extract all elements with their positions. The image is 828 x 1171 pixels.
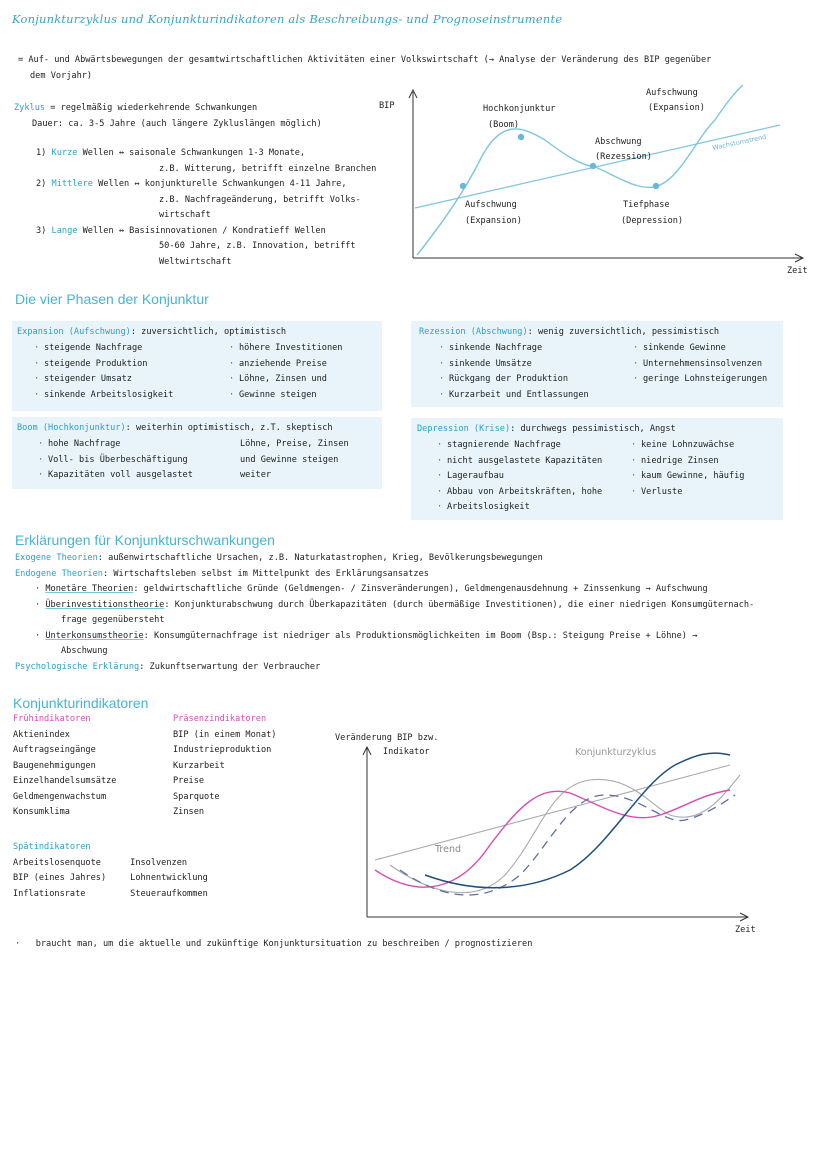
psych-text: : Zukunftserwartung der Verbraucher xyxy=(139,661,321,672)
theory-continuation: frage gegenübersteht xyxy=(61,615,165,625)
indicator-item: Inflationsrate xyxy=(13,888,86,899)
wave-item xyxy=(14,177,376,193)
expansion-header xyxy=(17,325,286,341)
indicator-item: Einzelhandelsumsätze xyxy=(13,776,117,786)
rezession-title: Rezession (Abschwung) xyxy=(419,327,528,337)
theory-continuation: Abschwung xyxy=(61,646,108,656)
praesenz-list xyxy=(173,728,276,821)
cycle-def-line xyxy=(14,101,376,117)
wave-detail: Weltwirtschaft xyxy=(159,256,232,267)
phase-item: · nicht ausgelastete Kapazitäten xyxy=(435,454,602,470)
phase-item: · Unternehmensinsolvenzen xyxy=(631,357,767,373)
box-boom xyxy=(12,417,382,489)
spaet-list-right xyxy=(130,856,208,903)
indicator-item: BIP (in einem Monat) xyxy=(173,729,277,740)
theory-item: · Überinvestitionstheorie: Konjunkturabschwung durch Überkapazitäten (durch übermäßige Investitionen), die einer niedrigen Konsumgüternach- xyxy=(35,599,755,610)
theory-title: Monetäre Theorien xyxy=(45,584,134,594)
theory-item: · Monetäre Theorien: geldwirtschaftliche Gründe (Geldmengen- / Zinsveränderungen), Geldmengenausdehnung + Zinssenkung → Aufschwung xyxy=(35,584,708,594)
wave-description: Wellen ↔ konjunkturelle Schwankungen 4-11 Jahre, xyxy=(98,179,347,189)
trend-line xyxy=(375,765,730,860)
theory-text: : geldwirtschaftliche Gründe (Geldmengen- / Zinsveränderungen), Geldmengenausdehnung + Zinssenkung → Aufschwung xyxy=(133,584,708,594)
label-rezession: (Rezession) xyxy=(595,152,652,162)
box-expansion xyxy=(12,321,382,411)
phases-heading: Die vier Phasen der Konjunktur xyxy=(15,291,209,307)
page-title: Konjunkturzyklus und Konjunkturindikatoren als Beschreibungs- und Prognoseinstrumente xyxy=(12,12,563,26)
phase-item: · steigender Umsatz xyxy=(32,372,173,388)
point-depression xyxy=(653,183,659,189)
wave-item xyxy=(14,146,376,162)
theory-item: · Unterkonsumstheorie: Konsumgüternachfrage ist niedriger als Produktionsmöglichkeiten im Boom (Bsp.: Steigung Preise + Löhne) → xyxy=(35,630,698,641)
exogen-line xyxy=(15,551,754,567)
wave-detail: wirtschaft xyxy=(159,210,211,220)
phase-item: · Verluste xyxy=(629,485,744,501)
phase-item: · Löhne, Zinsen und xyxy=(227,372,342,388)
rezession-header xyxy=(419,325,719,341)
depression-list-right xyxy=(629,438,744,500)
frueh-title: Frühindikatoren xyxy=(13,714,91,724)
indicator-item: Lohnentwicklung xyxy=(130,873,208,883)
wave-name: Kurze xyxy=(51,148,78,158)
theory-list xyxy=(15,582,754,660)
spaet-block xyxy=(13,840,208,902)
boom-title: Boom (Hochkonjunktur) xyxy=(17,423,126,433)
theory-text: : Konsumgüternachfrage ist niedriger als Produktionsmöglichkeiten im Boom (Bsp.: Steigung Preise + Löhne) → xyxy=(143,630,698,641)
phase-item: · steigende Produktion xyxy=(32,357,173,373)
label-aufschwung-2: Aufschwung xyxy=(646,88,698,98)
cycle-label: Konjunkturzyklus xyxy=(575,747,657,758)
chart2-ylabel-2: Indikator xyxy=(383,747,430,757)
chart1-xlabel: Zeit xyxy=(787,266,808,276)
depression-desc: : durchwegs pessimistisch, Angst xyxy=(510,424,676,434)
phase-item: · Lageraufbau xyxy=(435,469,602,485)
indicator-chart xyxy=(330,725,770,940)
wave-name: Mittlere xyxy=(51,179,93,189)
point-boom xyxy=(518,134,524,140)
indicator-item: Geldmengenwachstum xyxy=(13,791,107,802)
cycle-curve xyxy=(390,775,740,893)
box-rezession xyxy=(411,321,783,407)
psych-line xyxy=(15,660,754,676)
indicator-item: Zinsen xyxy=(173,807,205,817)
phase-item: · Arbeitslosigkeit xyxy=(435,500,602,516)
phase-item: · keine Lohnzuwächse xyxy=(629,438,744,454)
psych-title: Psychologische Erklärung xyxy=(15,661,140,672)
phase-item: · hohe Nachfrage xyxy=(36,437,193,453)
intro-line-2: dem Vorjahr) xyxy=(30,70,93,81)
indicator-item: Aktienindex xyxy=(13,729,70,740)
boom-list-left xyxy=(36,437,193,484)
spaet-list-left xyxy=(13,856,106,903)
depression-list-left xyxy=(435,438,602,516)
phase-item: · höhere Investitionen xyxy=(227,341,342,357)
rezession-list-left xyxy=(437,341,589,403)
indicator-item: BIP (eines Jahres) xyxy=(13,873,107,883)
explanations-heading: Erklärungen für Konjunkturschwankungen xyxy=(15,532,275,548)
explanations-body xyxy=(15,551,754,675)
boom-desc: : weiterhin optimistisch, z.T. skeptisch xyxy=(125,423,333,433)
phase-item: · Gewinne steigen xyxy=(227,388,342,404)
theory-text: : Konjunkturabschwung durch Überkapazitäten (durch übermäßige Investitionen), die einer niedrigen Konsumgüternach- xyxy=(164,599,755,610)
indicator-item: Auftragseingänge xyxy=(13,745,96,755)
box-depression xyxy=(411,418,783,520)
footer-text: braucht man, um die aktuelle und zukünftige Konjunktursituation zu beschreiben / prognostizieren xyxy=(35,939,533,949)
label-hochkonjunktur: Hochkonjunktur xyxy=(483,104,556,114)
phase-item: · anziehende Preise xyxy=(227,357,342,373)
endogen-text: : Wirtschaftsleben selbst im Mittelpunkt des Erklärungsansatzes xyxy=(102,568,429,579)
phase-item: · Kapazitäten voll ausgelastet xyxy=(36,468,193,484)
intro-line-1: = Auf- und Abwärtsbewegungen der gesamtwirtschaftlichen Aktivitäten einer Volkswirtschaft (→ Analyse der Veränderung des BIP gegenüber xyxy=(18,55,712,65)
phase-item: · Kurzarbeit und Entlassungen xyxy=(437,388,589,404)
label-boom: (Boom) xyxy=(488,120,520,130)
label-expansion-1: (Expansion) xyxy=(465,216,522,226)
wave-number: 1) xyxy=(36,148,47,158)
spaet-title: Spätindikatoren xyxy=(13,842,91,852)
exogen-text: : außenwirtschaftliche Ursachen, z.B. Naturkatastrophen, Krieg, Bevölkerungsbewegungen xyxy=(97,553,543,563)
chart2-ylabel-1: Veränderung BIP bzw. xyxy=(335,733,439,743)
point-expansion xyxy=(460,183,466,189)
indicator-item: Insolvenzen xyxy=(130,857,188,868)
phase-item: Löhne, Preise, Zinsen xyxy=(240,439,349,449)
praesenz-title: Präsenzindikatoren xyxy=(173,714,267,724)
label-tiefphase: Tiefphase xyxy=(623,200,670,210)
phase-item: · sinkende Arbeitslosigkeit xyxy=(32,388,173,404)
phase-item: · Abbau von Arbeitskräften, hohe xyxy=(435,485,602,501)
phase-item: und Gewinne steigen xyxy=(240,454,339,465)
indicators-heading: Konjunkturindikatoren xyxy=(13,695,149,711)
cycle-def: = regelmäßig wiederkehrende Schwankungen xyxy=(50,103,258,113)
indicator-item: Sparquote xyxy=(173,791,220,802)
indicator-item: Konsumklima xyxy=(13,807,70,817)
label-wachstumstrend: Wachstumstrend xyxy=(711,132,768,152)
indicator-item: Kurzarbeit xyxy=(173,760,225,771)
depression-title: Depression (Krise) xyxy=(417,424,511,434)
wave-list xyxy=(14,146,376,270)
endogen-line xyxy=(15,567,754,583)
indicator-item: Steueraufkommen xyxy=(130,888,208,899)
wave-description: Wellen ↔ Basisinnovationen / Kondratieff Wellen xyxy=(82,225,326,236)
boom-header xyxy=(17,421,333,437)
phase-item: · Voll- bis Überbeschäftigung xyxy=(36,453,193,469)
expansion-desc: : zuversichtlich, optimistisch xyxy=(130,327,287,337)
indicator-item: Preise xyxy=(173,776,205,786)
wave-detail: z.B. Witterung, betrifft einzelne Branchen xyxy=(159,163,377,174)
expansion-title: Expansion (Aufschwung) xyxy=(17,327,131,337)
chart2-xlabel: Zeit xyxy=(735,925,756,935)
trend-label: Trend xyxy=(435,844,461,855)
endogen-title: Endogene Theorien xyxy=(15,568,103,579)
phase-item: · Rückgang der Produktion xyxy=(437,372,589,388)
label-aufschwung-1: Aufschwung xyxy=(465,200,517,210)
depression-header xyxy=(417,422,676,438)
cycle-duration: Dauer: ca. 3-5 Jahre (auch längere Zykluslängen möglich) xyxy=(32,118,322,129)
wave-number: 2) xyxy=(36,179,47,189)
chart1-ylabel: BIP xyxy=(379,101,395,111)
boom-text-right xyxy=(240,437,349,484)
phase-item: · sinkende Nachfrage xyxy=(437,341,589,357)
phase-item: · geringe Lohnsteigerungen xyxy=(631,372,767,388)
indicator-item: Baugenehmigungen xyxy=(13,760,96,771)
indicator-item: Arbeitslosenquote xyxy=(13,857,101,868)
rezession-desc: : wenig zuversichtlich, pessimistisch xyxy=(527,327,720,337)
footer-note: · braucht man, um die aktuelle und zukünftige Konjunktursituation zu beschreiben / prognostizieren xyxy=(15,939,533,949)
frueh-list xyxy=(13,728,116,821)
phase-item: weiter xyxy=(240,470,272,480)
phase-item: · steigende Nachfrage xyxy=(32,341,173,357)
point-recession xyxy=(590,163,596,169)
label-depression: (Depression) xyxy=(621,216,684,226)
phase-item: · stagnierende Nachfrage xyxy=(435,438,602,454)
business-cycle-chart xyxy=(379,80,815,280)
label-abschwung: Abschwung xyxy=(595,137,642,147)
frueh-block xyxy=(13,712,116,821)
phase-item: · sinkende Gewinne xyxy=(631,341,767,357)
indicator-item: Industrieproduktion xyxy=(173,745,272,755)
phase-item: · niedrige Zinsen xyxy=(629,454,744,470)
exogen-title: Exogene Theorien xyxy=(15,553,98,563)
theory-title: Überinvestitionstheorie xyxy=(45,599,165,610)
wave-number: 3) xyxy=(36,225,47,236)
expansion-list-left xyxy=(32,341,173,403)
phase-item: · sinkende Umsätze xyxy=(437,357,589,373)
praesenz-block xyxy=(173,712,276,821)
theory-title: Unterkonsumstheorie xyxy=(45,630,144,641)
wave-description: Wellen ↔ saisonale Schwankungen 1-3 Monate, xyxy=(82,148,306,158)
wave-name: Lange xyxy=(51,225,78,236)
wave-detail: z.B. Nachfrageänderung, betrifft Volks- xyxy=(159,194,361,205)
cycle-definition xyxy=(14,101,376,270)
expansion-list-right xyxy=(227,341,342,403)
wave-detail: 50-60 Jahre, z.B. Innovation, betrifft xyxy=(159,241,356,251)
label-expansion-2: (Expansion) xyxy=(648,103,705,113)
wave-item xyxy=(14,224,376,240)
phase-item: · kaum Gewinne, häufig xyxy=(629,469,744,485)
cycle-term: Zyklus xyxy=(14,103,46,113)
rezession-list-right xyxy=(631,341,767,388)
